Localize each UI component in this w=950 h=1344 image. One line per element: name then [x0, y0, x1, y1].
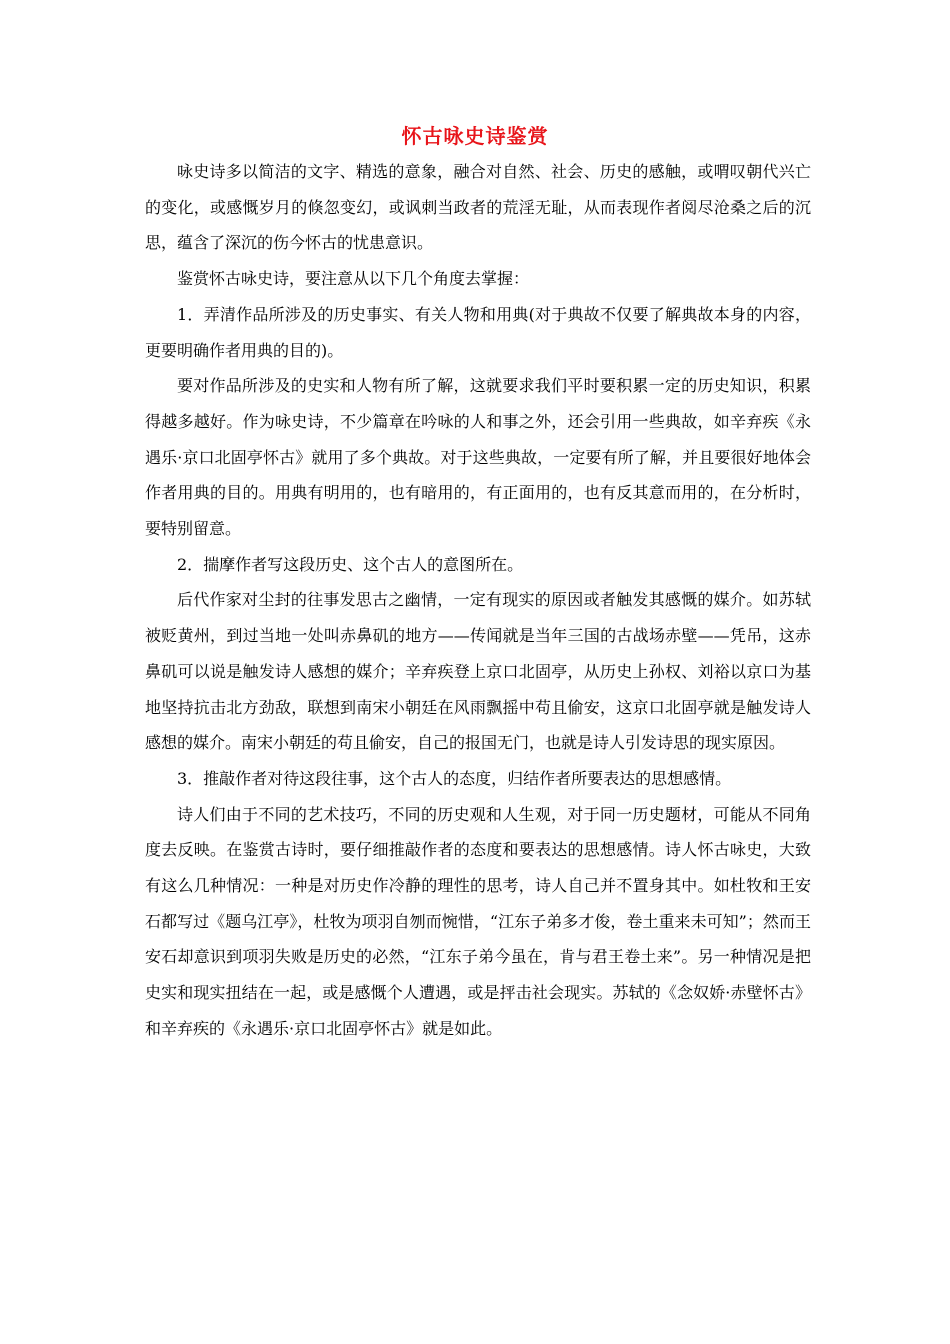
- paragraph-point-3-detail: 诗人们由于不同的艺术技巧，不同的历史观和人生观，对于同一历史题材，可能从不同角度去反映。在鉴赏古诗时，要仔细推敲作者的态度和要表达的思想感情。诗人怀古咏史，大致有这么几种情况：一种是对历史作冷静的理性的思考，诗人自己并不置身其中。如杜牧和王安石都写过《题乌江亭》，杜牧为项羽自刎而惋惜，“江东子弟多才俊，卷土重来未可知”；然而王安石却意识到项羽失败是历史的必然，“江东子弟今虽在，肯与君王卷土来”。另一种情况是把史实和现实扭结在一起，或是感慨个人遭遇，或是抨击社会现实。苏轼的《念奴娇·赤壁怀古》和辛弃疾的《永遇乐·京口北固亭怀古》就是如此。: [145, 804, 811, 1038]
- paragraph-point-2-detail: 后代作家对尘封的往事发思古之幽情，一定有现实的原因或者触发其感慨的媒介。如苏轼被贬黄州，到过当地一处叫赤鼻矶的地方——传闻就是当年三国的古战场赤壁——凭吊，这赤鼻矶可以说是触发诗人感想的媒介；辛弃疾登上京口北固亭，从历史上孙权、刘裕以京口为基地坚持抗击北方劲敌，联想到南宋小朝廷在风雨飘摇中苟且偷安，这京口北固亭就是触发诗人感想的媒介。南宋小朝廷的苟且偷安，自己的报国无门，也就是诗人引发诗思的现实原因。: [145, 590, 811, 753]
- paragraph-point-1: 1．弄清作品所涉及的历史事实、有关人物和用典(对于典故不仅要了解典故本身的内容，更要明确作者用典的目的)。: [145, 304, 811, 360]
- paragraph-point-2: 2．揣摩作者写这段历史、这个古人的意图所在。: [177, 554, 524, 574]
- document-title: 怀古咏史诗鉴赏: [401, 124, 549, 148]
- document-body: [145, 154, 811, 1047]
- paragraph-point-3: 3．推敲作者对待这段往事，这个古人的态度，归结作者所要表达的思想感情。: [177, 768, 732, 788]
- paragraph-point-1-detail: 要对作品所涉及的史实和人物有所了解，这就要求我们平时要积累一定的历史知识，积累得越多越好。作为咏史诗，不少篇章在吟咏的人和事之外，还会引用一些典故，如辛弃疾《永遇乐·京口北固亭怀古》就用了多个典故。对于这些典故，一定要有所了解，并且要很好地体会作者用典的目的。用典有明用的，也有暗用的，有正面用的，也有反其意而用的，在分析时，要特别留意。: [145, 376, 811, 539]
- paragraph-method-intro: 鉴赏怀古咏史诗，要注意从以下几个角度去掌握：: [177, 269, 530, 289]
- paragraph-intro: 咏史诗多以简洁的文字、精选的意象，融合对自然、社会、历史的感触，或喟叹朝代兴亡的变化，或感慨岁月的倏忽变幻，或讽刺当政者的荒淫无耻，从而表现作者阅尽沧桑之后的沉思，蕴含了深沉的伤今怀古的忧患意识。: [145, 162, 811, 253]
